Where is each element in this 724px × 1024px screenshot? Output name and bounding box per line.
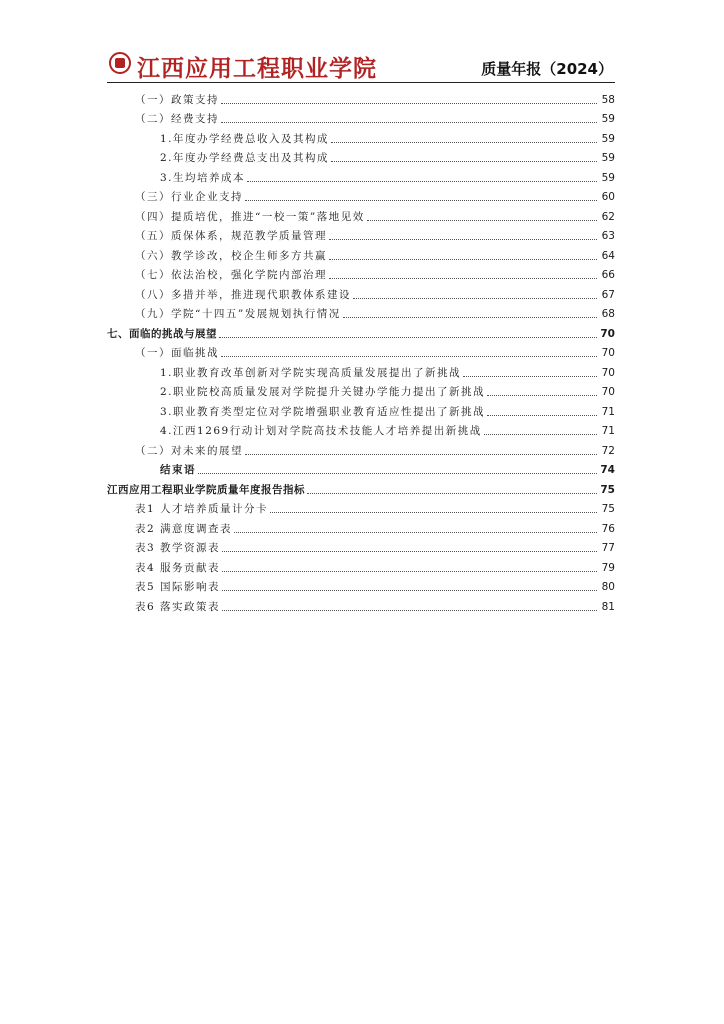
toc-entry-label: 4.江西1269行动计划对学院高技术技能人才培养提出新挑战 xyxy=(160,425,482,437)
toc-entry-label: 3.职业教育类型定位对学院增强职业教育适应性提出了新挑战 xyxy=(160,405,486,418)
toc-leader-dots xyxy=(222,570,597,572)
toc-entry[interactable] xyxy=(107,438,615,458)
toc-entry-page: 59 xyxy=(601,132,615,145)
toc-entry-label: 表5 国际影响表 xyxy=(135,581,221,593)
toc-entry-label: （一）面临挑战 xyxy=(135,347,219,359)
toc-entry[interactable] xyxy=(107,419,615,439)
toc-entry-page: 71 xyxy=(601,425,615,437)
toc-entry-label: （八）多措并举，推进现代职教体系建设 xyxy=(135,288,351,301)
toc-leader-dots xyxy=(463,375,597,377)
logo-mark xyxy=(115,58,125,68)
toc-leader-dots xyxy=(331,160,597,162)
toc-entry-label: 结束语 xyxy=(160,464,196,476)
toc-entry[interactable] xyxy=(107,497,615,517)
toc-entry-label: （七）依法治校，强化学院内部治理 xyxy=(135,269,327,281)
toc-entry[interactable] xyxy=(107,516,615,536)
toc-leader-dots xyxy=(219,336,597,338)
toc-entry[interactable] xyxy=(107,380,615,400)
toc-entry-page: 70 xyxy=(601,386,615,398)
table-of-contents xyxy=(107,87,615,614)
toc-leader-dots xyxy=(222,550,597,552)
toc-entry-page: 63 xyxy=(601,230,615,242)
toc-entry[interactable] xyxy=(107,87,615,107)
toc-entry-page: 79 xyxy=(601,561,615,574)
toc-entry-label: （九）学院“十四五”发展规划执行情况 xyxy=(135,308,341,320)
toc-entry-label: （六）教学诊改，校企生师多方共赢 xyxy=(135,249,327,262)
toc-leader-dots xyxy=(329,277,597,279)
toc-entry-page: 70 xyxy=(601,347,615,359)
toc-entry-label: （五）质保体系，规范教学质量管理 xyxy=(135,230,327,242)
toc-entry-page: 72 xyxy=(601,444,615,457)
toc-entry[interactable] xyxy=(107,204,615,224)
toc-leader-dots xyxy=(487,414,597,416)
toc-entry-label: 2.职业院校高质量发展对学院提升关键办学能力提出了新挑战 xyxy=(160,386,486,398)
toc-leader-dots xyxy=(353,297,597,299)
toc-leader-dots xyxy=(221,121,597,123)
toc-entry[interactable] xyxy=(107,146,615,166)
toc-entry[interactable] xyxy=(107,302,615,322)
toc-entry-page: 67 xyxy=(601,288,615,301)
toc-entry-page: 70 xyxy=(600,327,615,340)
toc-entry-page: 59 xyxy=(601,113,615,125)
toc-entry[interactable] xyxy=(107,594,615,614)
toc-entry-label: 表6 落实政策表 xyxy=(135,600,221,613)
toc-entry-label: 表4 服务贡献表 xyxy=(135,561,221,574)
toc-entry-page: 80 xyxy=(601,581,615,593)
toc-entry-label: 表3 教学资源表 xyxy=(135,542,221,554)
toc-entry-label: （一）政策支持 xyxy=(135,93,219,106)
toc-entry[interactable] xyxy=(107,360,615,380)
toc-entry-label: （二）对未来的展望 xyxy=(135,444,243,457)
toc-leader-dots xyxy=(221,355,597,357)
report-title: 质量年报（2024） xyxy=(481,60,613,78)
toc-entry-label: 1.职业教育改革创新对学院实现高质量发展提出了新挑战 xyxy=(160,366,462,379)
toc-entry[interactable] xyxy=(107,477,615,497)
toc-leader-dots xyxy=(245,453,597,455)
toc-leader-dots xyxy=(247,180,597,182)
toc-leader-dots xyxy=(221,102,597,104)
toc-entry[interactable] xyxy=(107,165,615,185)
toc-leader-dots xyxy=(367,219,597,221)
toc-leader-dots xyxy=(331,141,597,143)
toc-entry-page: 71 xyxy=(601,405,615,418)
toc-entry[interactable] xyxy=(107,575,615,595)
school-name: 江西应用工程职业学院 xyxy=(137,55,377,82)
toc-leader-dots xyxy=(234,531,597,533)
toc-entry-label: （三）行业企业支持 xyxy=(135,191,243,203)
toc-entry-page: 81 xyxy=(601,600,615,613)
toc-entry-label: 江西应用工程职业学院质量年度报告指标 xyxy=(107,483,305,496)
toc-entry[interactable] xyxy=(107,243,615,263)
toc-entry[interactable] xyxy=(107,282,615,302)
page-header xyxy=(107,50,615,83)
toc-entry-page: 59 xyxy=(601,152,615,164)
toc-leader-dots xyxy=(307,492,597,494)
toc-entry-page: 62 xyxy=(601,210,615,223)
toc-entry[interactable] xyxy=(107,555,615,575)
toc-entry-page: 76 xyxy=(601,522,615,535)
toc-entry[interactable] xyxy=(107,107,615,127)
toc-entry[interactable] xyxy=(107,458,615,478)
toc-leader-dots xyxy=(245,199,597,201)
toc-entry-page: 59 xyxy=(601,171,615,184)
toc-leader-dots xyxy=(487,394,597,396)
toc-entry-label: （二）经费支持 xyxy=(135,113,219,125)
toc-entry-page: 64 xyxy=(601,249,615,262)
toc-entry[interactable] xyxy=(107,399,615,419)
toc-entry-page: 77 xyxy=(601,542,615,554)
toc-entry[interactable] xyxy=(107,263,615,283)
toc-entry-label: 七、面临的挑战与展望 xyxy=(107,327,217,340)
toc-entry[interactable] xyxy=(107,321,615,341)
toc-leader-dots xyxy=(329,238,597,240)
school-logo-icon xyxy=(109,52,131,74)
toc-entry-label: 表2 满意度调查表 xyxy=(135,522,233,535)
toc-entry[interactable] xyxy=(107,341,615,361)
toc-entry-label: 表1 人才培养质量计分卡 xyxy=(135,503,269,515)
toc-entry[interactable] xyxy=(107,185,615,205)
toc-leader-dots xyxy=(198,472,597,474)
toc-entry-page: 68 xyxy=(601,308,615,320)
toc-leader-dots xyxy=(484,433,597,435)
toc-entry[interactable] xyxy=(107,536,615,556)
toc-entry-page: 58 xyxy=(601,93,615,106)
toc-entry-label: 2.年度办学经费总支出及其构成 xyxy=(160,152,330,164)
toc-entry-page: 70 xyxy=(601,366,615,379)
toc-entry-page: 74 xyxy=(600,464,615,476)
toc-entry-page: 75 xyxy=(601,503,615,515)
toc-leader-dots xyxy=(222,589,597,591)
toc-leader-dots xyxy=(329,258,597,260)
toc-entry[interactable] xyxy=(107,224,615,244)
toc-entry-label: 3.生均培养成本 xyxy=(160,171,246,184)
toc-entry-label: （四）提质培优，推进“一校一策”落地见效 xyxy=(135,210,365,223)
toc-leader-dots xyxy=(222,609,597,611)
toc-entry-page: 75 xyxy=(600,483,615,496)
toc-entry-label: 1.年度办学经费总收入及其构成 xyxy=(160,132,330,145)
toc-entry-page: 66 xyxy=(601,269,615,281)
toc-entry-page: 60 xyxy=(601,191,615,203)
toc-leader-dots xyxy=(343,316,597,318)
toc-entry[interactable] xyxy=(107,126,615,146)
toc-leader-dots xyxy=(270,511,597,513)
